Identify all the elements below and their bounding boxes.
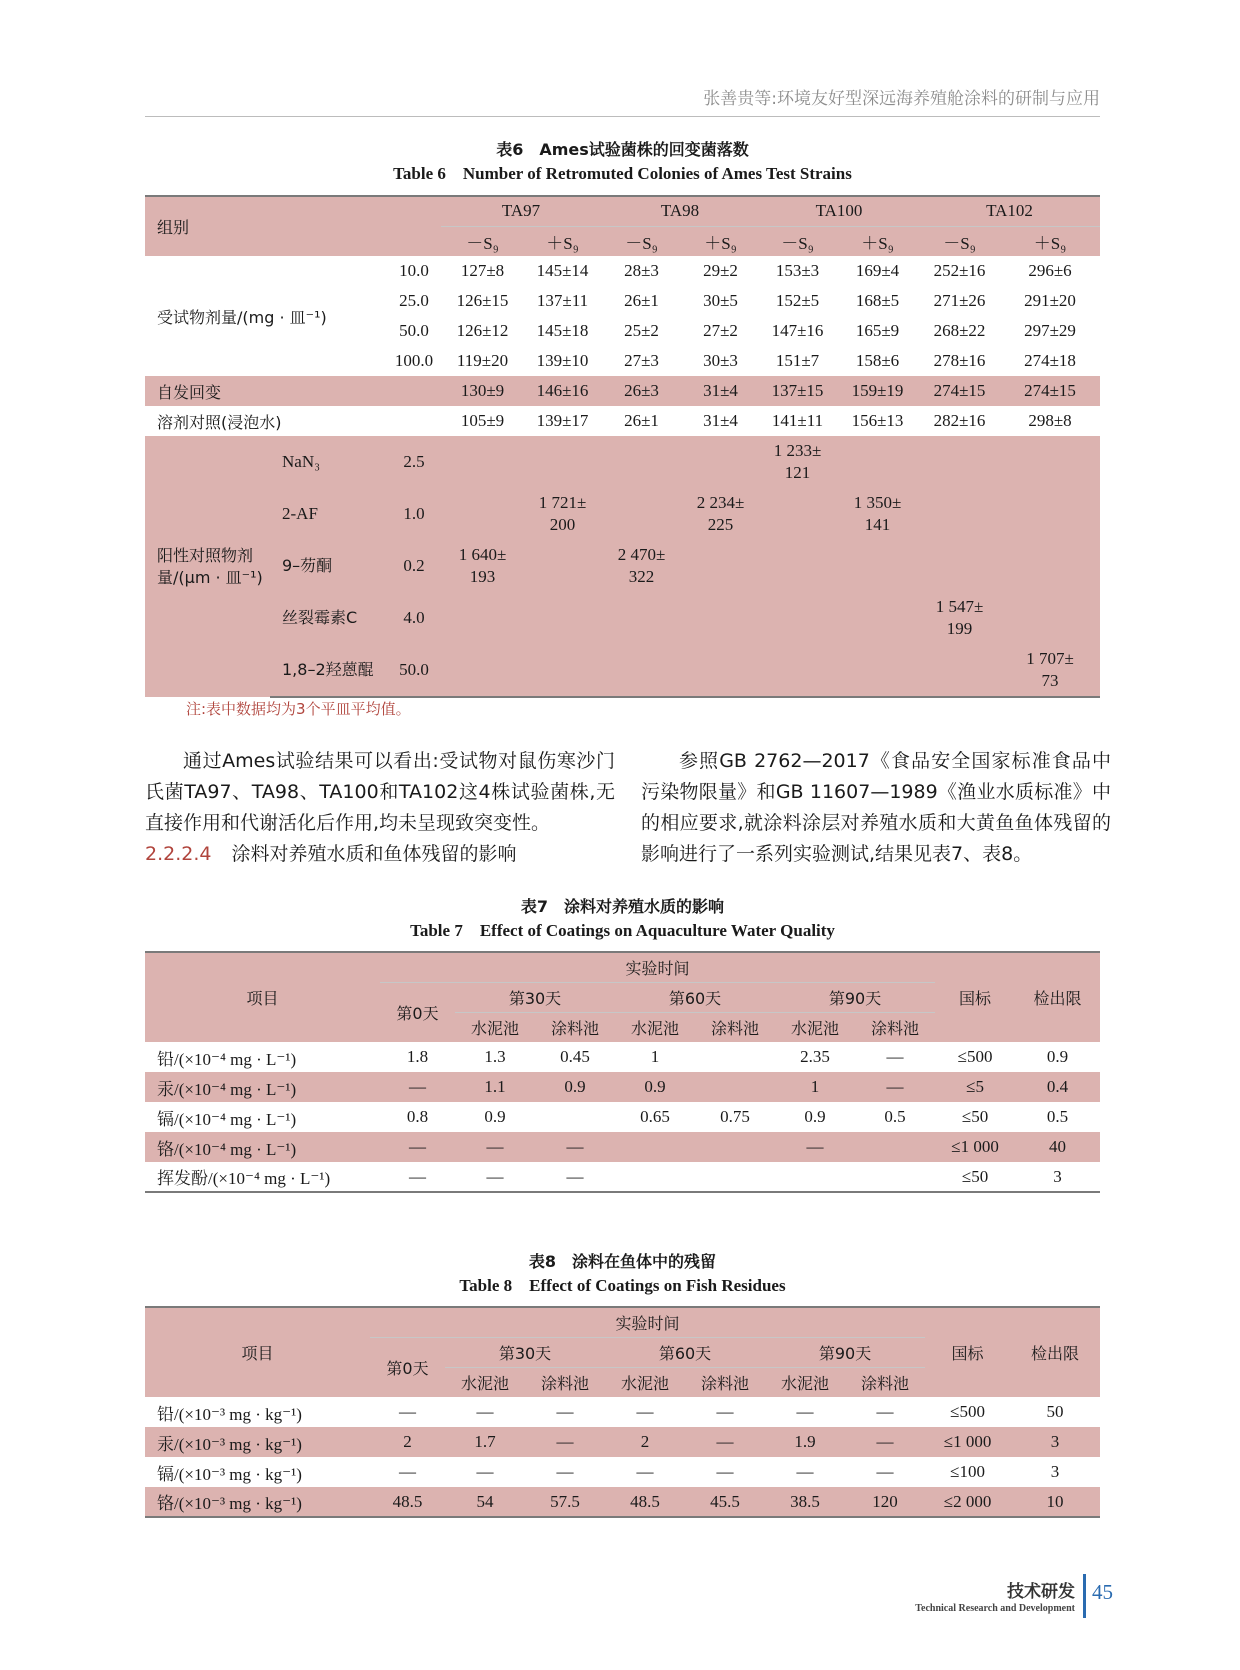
- positive-substance: 9–芴酮: [282, 556, 333, 575]
- table-cell: [535, 1102, 615, 1132]
- row-label: 铅/(×10⁻⁴ mg · L⁻¹): [157, 1049, 297, 1069]
- table-cell: [1000, 540, 1100, 592]
- cement-pool-header: 水泥池: [605, 1367, 685, 1397]
- table8: [145, 1306, 1100, 1518]
- table-cell: —: [806, 1137, 824, 1156]
- table-cell: 10: [1010, 1487, 1100, 1517]
- table-cell: 105±9: [460, 411, 505, 430]
- table-cell: —: [876, 1402, 894, 1421]
- table7-limit-header: 检出限: [1033, 989, 1082, 1008]
- table-cell: 126±15: [456, 291, 509, 310]
- table7-day60-header: 第60天: [615, 982, 775, 1012]
- table8-day60-header: 第60天: [605, 1337, 765, 1367]
- table8-time-header: 实验时间: [615, 1313, 680, 1333]
- table-cell: [919, 540, 1000, 592]
- table-cell: 165±9: [855, 321, 900, 340]
- table-cell: [615, 1162, 695, 1192]
- footer-section-zh: 技术研发: [1007, 1582, 1075, 1602]
- s9-header: －S₉: [919, 226, 1000, 256]
- dose-value: 4.0: [403, 608, 425, 627]
- coating-pool-header: 涂料池: [855, 1012, 935, 1042]
- table-cell: 137±11: [536, 291, 589, 310]
- table7-item-header: 项目: [246, 989, 279, 1008]
- coating-pool-header: 涂料池: [535, 1012, 615, 1042]
- table-cell: —: [886, 1077, 904, 1096]
- table-cell: 169±4: [855, 261, 900, 280]
- section-number: 2.2.2.4: [145, 843, 212, 865]
- table-cell: 0.9: [644, 1077, 666, 1096]
- table-cell: —: [886, 1047, 904, 1066]
- table-cell: 282±16: [933, 411, 986, 430]
- table-cell: 1 233± 121: [773, 441, 822, 482]
- table-cell: —: [380, 1162, 455, 1192]
- table-cell: 146±16: [536, 381, 589, 400]
- table-cell: 1 350± 141: [853, 493, 902, 534]
- cement-pool-header: 水泥池: [775, 1012, 855, 1042]
- table-cell: 159±19: [851, 381, 904, 400]
- table-cell: 1 707± 73: [1000, 644, 1100, 697]
- positive-substance: 2-AF: [282, 504, 318, 523]
- table-cell: 274±15: [1024, 381, 1076, 400]
- dose-value: 10.0: [399, 261, 429, 280]
- table-row: [145, 1487, 1100, 1517]
- coating-pool-header: 涂料池: [845, 1367, 925, 1397]
- table6-strain-header: TA97: [501, 201, 541, 221]
- table-cell: ≤100: [950, 1462, 985, 1481]
- table6: [145, 195, 1100, 698]
- table-cell: 0.8: [406, 1107, 429, 1126]
- row-label: 镉/(×10⁻³ mg · kg⁻¹): [157, 1464, 302, 1484]
- table-cell: —: [556, 1402, 574, 1421]
- table-cell: 25±2: [624, 321, 659, 340]
- table-cell: 252±16: [933, 261, 986, 280]
- table-cell: [1000, 592, 1100, 644]
- table-cell: [695, 1072, 775, 1102]
- table-cell: [919, 436, 1000, 488]
- table-cell: —: [716, 1462, 734, 1481]
- table-cell: 1.7: [474, 1432, 496, 1451]
- table-cell: [441, 488, 524, 540]
- table-cell: ≤50: [961, 1107, 989, 1126]
- table-cell: 271±26: [933, 291, 986, 310]
- footer-section-en: Technical Research and Development: [915, 1603, 1075, 1614]
- table-cell: [759, 488, 836, 540]
- table-cell: ≤1 000: [943, 1432, 992, 1451]
- table7: [145, 951, 1100, 1193]
- table-cell: —: [876, 1462, 894, 1481]
- table-cell: 0.75: [720, 1107, 750, 1126]
- table-row: [145, 592, 1100, 644]
- table-cell: [524, 644, 601, 697]
- table-cell: 147±16: [771, 321, 824, 340]
- table6-caption: [145, 138, 1100, 186]
- table-cell: [759, 592, 836, 644]
- table-cell: 120: [845, 1487, 925, 1517]
- table-cell: —: [876, 1432, 894, 1451]
- table-cell: 54: [445, 1487, 525, 1517]
- table-cell: 30±3: [703, 351, 738, 370]
- page-number: 45: [1092, 1580, 1113, 1604]
- table-cell: 40: [1049, 1137, 1067, 1156]
- table-cell: 1.9: [794, 1432, 816, 1451]
- table-cell: 274±18: [1024, 351, 1076, 370]
- dose-value: 100.0: [394, 351, 434, 370]
- table8-day90-header: 第90天: [765, 1337, 925, 1367]
- s9-header: ＋S₉: [682, 226, 759, 256]
- table8-limit-header: 检出限: [1031, 1344, 1080, 1363]
- table7-standard-header: 国标: [959, 989, 992, 1008]
- table-cell: ≤2 000: [925, 1487, 1010, 1517]
- table-cell: —: [636, 1402, 654, 1421]
- cement-pool-header: 水泥池: [455, 1012, 535, 1042]
- table-cell: 278±16: [933, 351, 986, 370]
- table-cell: 38.5: [765, 1487, 845, 1517]
- table-cell: ≤5: [966, 1077, 984, 1096]
- table-cell: —: [476, 1462, 494, 1481]
- paragraph-ames-result: 通过Ames试验结果可以看出:受试物对鼠伤寒沙门氏菌TA97、TA98、TA100和TA102这4株试验菌株,无直接作用和代谢活化后作用,均未呈现致突变性。: [145, 750, 615, 834]
- table6-caption-zh: 表6 Ames试验菌株的回变菌落数: [496, 140, 749, 159]
- cement-pool-header: 水泥池: [445, 1367, 525, 1397]
- table-cell: —: [535, 1162, 615, 1192]
- table-cell: [759, 644, 836, 697]
- table-cell: 145±18: [536, 321, 589, 340]
- table-cell: 274±15: [933, 381, 986, 400]
- row-label: 镉/(×10⁻⁴ mg · L⁻¹): [157, 1109, 297, 1129]
- cement-pool-header: 水泥池: [615, 1012, 695, 1042]
- cement-pool-header: 水泥池: [765, 1367, 845, 1397]
- table-cell: 27±2: [703, 321, 738, 340]
- table-cell: 57.5: [525, 1487, 605, 1517]
- table-cell: 2 234± 225: [696, 493, 745, 534]
- table-cell: —: [716, 1402, 734, 1421]
- table-cell: 2.35: [800, 1047, 830, 1066]
- row-label: 铬/(×10⁻³ mg · kg⁻¹): [145, 1487, 370, 1517]
- table-cell: [682, 592, 759, 644]
- table-row: [145, 1042, 1100, 1072]
- table-cell: [682, 540, 759, 592]
- table-row: [145, 1457, 1100, 1487]
- table-cell: 28±3: [624, 261, 659, 280]
- table-cell: 1 547± 199: [935, 597, 984, 638]
- table-cell: [919, 488, 1000, 540]
- s9-header: ＋S₉: [524, 226, 601, 256]
- table-cell: 158±6: [855, 351, 900, 370]
- table-cell: 48.5: [605, 1487, 685, 1517]
- table-row: [145, 488, 1100, 540]
- table-cell: —: [399, 1462, 416, 1481]
- table-cell: [695, 1042, 775, 1072]
- table-cell: —: [556, 1462, 574, 1481]
- table-cell: 1.1: [484, 1077, 506, 1096]
- table-cell: 139±10: [536, 351, 589, 370]
- table7-day90-header: 第90天: [775, 982, 935, 1012]
- table-cell: —: [566, 1137, 584, 1156]
- table-cell: [601, 436, 682, 488]
- table8-day0-header: 第0天: [370, 1337, 445, 1397]
- table-cell: [695, 1162, 775, 1192]
- table-cell: 153±3: [775, 261, 820, 280]
- table-cell: 30±5: [703, 291, 738, 310]
- table-cell: —: [796, 1462, 814, 1481]
- table-row: [145, 376, 1100, 406]
- table-cell: —: [636, 1462, 654, 1481]
- table-cell: 50: [1046, 1402, 1064, 1421]
- table-row: [145, 256, 1100, 286]
- table7-caption: [145, 895, 1100, 943]
- table-cell: 145±14: [536, 261, 589, 280]
- table-cell: 2: [403, 1432, 412, 1451]
- table-cell: 26±3: [624, 381, 659, 400]
- table-cell: ≤500: [957, 1047, 993, 1066]
- table-cell: [441, 644, 524, 697]
- table-cell: —: [556, 1432, 574, 1451]
- dose-value: 50.0: [387, 644, 441, 697]
- table-cell: [759, 540, 836, 592]
- table-cell: 1.8: [406, 1047, 429, 1066]
- table-cell: —: [399, 1402, 416, 1421]
- section-heading: [145, 839, 517, 870]
- table-cell: —: [796, 1402, 814, 1421]
- table-cell: 26±1: [624, 411, 659, 430]
- row-label: 汞/(×10⁻⁴ mg · L⁻¹): [157, 1079, 297, 1099]
- table-cell: 1 640± 193: [458, 545, 507, 586]
- s9-header: －S₉: [601, 226, 682, 256]
- solvent-label: 溶剂对照(浸泡水): [157, 412, 282, 432]
- table7-caption-en: Table 7 Effect of Coatings on Aquaculture Water Quality: [410, 921, 835, 940]
- table-cell: [524, 592, 601, 644]
- table-cell: 1: [650, 1047, 660, 1066]
- table-cell: 1.3: [484, 1047, 506, 1066]
- table-cell: 126±12: [456, 321, 509, 340]
- dose-value: 50.0: [399, 321, 429, 340]
- s9-header: －S₉: [759, 226, 836, 256]
- table-cell: [1000, 436, 1100, 488]
- table-cell: 45.5: [685, 1487, 765, 1517]
- table-row: [145, 436, 1100, 488]
- table-cell: 0.9: [804, 1107, 826, 1126]
- dose-value: 2.5: [403, 452, 425, 471]
- s9-header: ＋S₉: [836, 226, 919, 256]
- table6-strain-header: TA98: [660, 201, 700, 221]
- table-cell: [615, 1132, 695, 1162]
- row-label: 铅/(×10⁻³ mg · kg⁻¹): [157, 1404, 302, 1424]
- s9-header: ＋S₉: [1000, 226, 1100, 256]
- table-cell: [836, 644, 919, 697]
- table-cell: 141±11: [771, 411, 824, 430]
- table8-standard-header: 国标: [951, 1344, 984, 1363]
- table-cell: —: [409, 1137, 426, 1156]
- table7-caption-zh: 表7 涂料对养殖水质的影响: [520, 897, 725, 916]
- table-cell: 0.45: [560, 1047, 590, 1066]
- table-cell: 0.9: [1046, 1047, 1069, 1066]
- table-cell: 156±13: [851, 411, 904, 430]
- coating-pool-header: 涂料池: [695, 1012, 775, 1042]
- table-cell: —: [409, 1077, 426, 1096]
- table6-strain-header: TA100: [815, 201, 863, 221]
- table8-caption-en: Table 8 Effect of Coatings on Fish Residues: [459, 1276, 786, 1295]
- table-cell: 151±7: [775, 351, 820, 370]
- coating-pool-header: 涂料池: [525, 1367, 605, 1397]
- paragraph-standards: 参照GB 2762—2017《食品安全国家标准食品中污染物限量》和GB 11607—1989《渔业水质标准》中的相应要求,就涂料涂层对养殖水质和大黄鱼鱼体残留的影响进行了一系列实验测试,结果见表7、表8。: [641, 750, 1111, 865]
- table-cell: [524, 436, 601, 488]
- table-cell: 137±15: [771, 381, 824, 400]
- table6-group-header: 组别: [157, 218, 190, 237]
- table-cell: —: [455, 1162, 535, 1192]
- table-row: [145, 644, 1100, 697]
- table-cell: 127±8: [460, 261, 505, 280]
- table-cell: 168±5: [855, 291, 900, 310]
- table-cell: [836, 592, 919, 644]
- table-row: [145, 406, 1100, 436]
- dose-value: 25.0: [399, 291, 429, 310]
- table-cell: 298±8: [1028, 411, 1072, 430]
- spontaneous-label: 自发回变: [157, 382, 222, 402]
- table7-time-header: 实验时间: [625, 958, 690, 978]
- table-cell: 27±3: [624, 351, 659, 370]
- table-cell: 1: [810, 1077, 820, 1096]
- table7-day0-header: 第0天: [380, 982, 455, 1042]
- dose-group-label: 受试物剂量/(mg · 皿⁻¹): [157, 307, 327, 327]
- table8-day30-header: 第30天: [445, 1337, 605, 1367]
- table-cell: 3: [1050, 1432, 1060, 1451]
- table-cell: [775, 1162, 855, 1192]
- row-label: 挥发酚/(×10⁻⁴ mg · L⁻¹): [145, 1162, 380, 1192]
- dose-value: 0.2: [403, 556, 425, 575]
- table-cell: 130±9: [460, 381, 505, 400]
- table-cell: [682, 436, 759, 488]
- table-cell: 119±20: [456, 351, 509, 370]
- table-cell: 0.5: [1046, 1107, 1069, 1126]
- table-cell: 2: [640, 1432, 650, 1451]
- table-cell: 0.65: [640, 1107, 670, 1126]
- table-cell: [836, 436, 919, 488]
- running-header: [145, 84, 1100, 117]
- row-label: 汞/(×10⁻³ mg · kg⁻¹): [157, 1434, 302, 1454]
- coating-pool-header: 涂料池: [685, 1367, 765, 1397]
- table-row: [145, 1162, 1100, 1192]
- row-label: 铬/(×10⁻⁴ mg · L⁻¹): [157, 1139, 297, 1159]
- table-cell: [855, 1162, 935, 1192]
- table-cell: 291±20: [1024, 291, 1076, 310]
- table-cell: ≤50: [935, 1162, 1015, 1192]
- positive-substance: 丝裂霉素C: [282, 608, 358, 627]
- table-cell: 2 470± 322: [617, 545, 666, 586]
- table-cell: —: [486, 1137, 504, 1156]
- table-cell: [601, 592, 682, 644]
- table-cell: 48.5: [370, 1487, 445, 1517]
- table-row: [145, 1397, 1100, 1427]
- table6-caption-en: Table 6 Number of Retromuted Colonies of Ames Test Strains: [393, 164, 852, 183]
- table-cell: 1 721± 200: [538, 493, 587, 534]
- dose-value: 1.0: [403, 504, 425, 523]
- table-cell: 31±4: [703, 411, 738, 430]
- table-cell: ≤1 000: [951, 1137, 999, 1156]
- table-cell: 31±4: [703, 381, 738, 400]
- table-row: [145, 1427, 1100, 1457]
- table-cell: [601, 488, 682, 540]
- table-cell: ≤500: [950, 1402, 985, 1421]
- table-cell: —: [476, 1402, 494, 1421]
- positive-group-label: 阳性对照物剂量/(μm · 皿⁻¹): [157, 545, 263, 587]
- header-title: 张善贵等:环境友好型深远海养殖舱涂料的研制与应用: [703, 89, 1100, 109]
- table-row: [145, 1072, 1100, 1102]
- table-row: [145, 1132, 1100, 1162]
- table-cell: 26±1: [624, 291, 659, 310]
- positive-substance: 1,8–2羟蒽醌: [270, 644, 387, 697]
- table8-item-header: 项目: [241, 1344, 274, 1363]
- table-cell: [695, 1132, 775, 1162]
- table-cell: 0.4: [1046, 1077, 1069, 1096]
- table6-strain-header: TA102: [986, 201, 1033, 221]
- section-title: 涂料对养殖水质和鱼体残留的影响: [231, 843, 517, 865]
- table-row: [145, 540, 1100, 592]
- table6-note: 注:表中数据均为3个平皿平均值。: [186, 700, 411, 718]
- positive-substance: NaN₃: [282, 452, 321, 471]
- table8-caption-zh: 表8 涂料在鱼体中的残留: [528, 1252, 717, 1271]
- table-cell: [836, 540, 919, 592]
- table-cell: [855, 1132, 935, 1162]
- s9-header: －S₉: [441, 226, 524, 256]
- table-cell: 152±5: [775, 291, 820, 310]
- table-cell: [441, 592, 524, 644]
- table-cell: [441, 436, 524, 488]
- table-cell: [682, 644, 759, 697]
- table-row: [145, 1102, 1100, 1132]
- table-cell: [524, 540, 601, 592]
- table-cell: [1000, 488, 1100, 540]
- table-cell: 0.9: [564, 1077, 586, 1096]
- table-cell: 268±22: [933, 321, 986, 340]
- table-cell: 0.9: [484, 1107, 506, 1126]
- table-cell: 297±29: [1024, 321, 1076, 340]
- table-cell: 139±17: [536, 411, 589, 430]
- table-cell: 29±2: [703, 261, 738, 280]
- table-cell: 3: [1050, 1462, 1060, 1481]
- footer-divider: [1083, 1574, 1086, 1618]
- table-cell: 296±6: [1028, 261, 1072, 280]
- table7-day30-header: 第30天: [455, 982, 615, 1012]
- table-cell: [601, 644, 682, 697]
- table-cell: 0.5: [884, 1107, 906, 1126]
- table-cell: 3: [1015, 1162, 1100, 1192]
- table8-caption: [145, 1250, 1100, 1298]
- table-cell: —: [716, 1432, 734, 1451]
- table-cell: [919, 644, 1000, 697]
